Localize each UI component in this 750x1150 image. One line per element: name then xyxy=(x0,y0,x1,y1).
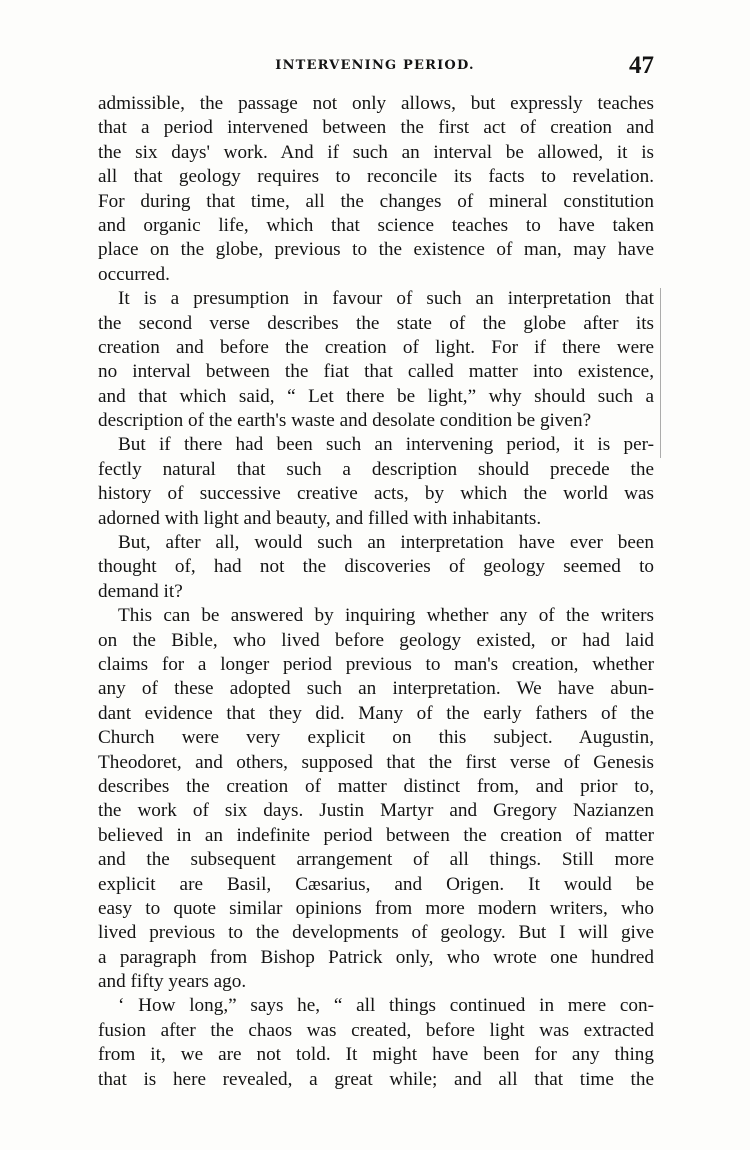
text-line: and the subsequent arrangement of all things. Still more xyxy=(98,849,654,871)
text-line: and organic life, which that science teaches to have taken xyxy=(98,214,654,236)
text-line: demand it? xyxy=(98,580,183,602)
text-line: the six days' work. And if such an interval be allowed, it is xyxy=(98,141,654,163)
text-line: explicit are Basil, Cæsarius, and Origen. It would be xyxy=(98,873,654,895)
running-head xyxy=(86,54,664,84)
text-line: the second verse describes the state of the globe after its xyxy=(98,312,654,334)
text-line: For during that time, all the changes of mineral constitution xyxy=(98,190,654,212)
text-line: and fifty years ago. xyxy=(98,971,247,993)
text-line: creation and before the creation of light. For if there were xyxy=(98,336,654,358)
text-line: fectly natural that such a description should precede the xyxy=(98,458,654,480)
text-line: the work of six days. Justin Martyr and Gregory Nazianzen xyxy=(98,800,654,822)
text-line: Church were very explicit on this subject. Augustin, xyxy=(98,727,654,749)
text-line: Theodoret, and others, supposed that the first verse of Genesis xyxy=(98,751,654,773)
text-line: describes the creation of matter distinct from, and prior to, xyxy=(98,775,654,797)
text-line: thought of, had not the discoveries of geology seemed to xyxy=(98,556,654,578)
text-line: description of the earth's waste and desolate condition be given? xyxy=(98,410,592,432)
page-number: 47 xyxy=(629,52,654,79)
text-line: on the Bible, who lived before geology existed, or had laid xyxy=(98,629,654,651)
text-line: a paragraph from Bishop Patrick only, who wrote one hundred xyxy=(98,946,654,968)
text-line: history of successive creative acts, by which the world was xyxy=(98,483,654,505)
text-line: But, after all, would such an interpretation have ever been xyxy=(118,532,654,554)
text-line: that is here revealed, a great while; and all that time the xyxy=(98,1068,654,1090)
body-text xyxy=(98,92,654,1092)
text-line: occurred. xyxy=(98,263,170,285)
text-line: lived previous to the developments of geology. But I will give xyxy=(98,922,654,944)
text-line: all that geology requires to reconcile its facts to revelation. xyxy=(98,166,654,188)
text-line: ‘ How long,” says he, “ all things continued in mere con- xyxy=(118,995,654,1017)
text-line: claims for a longer period previous to man's creation, whether xyxy=(98,653,654,675)
text-line: from it, we are not told. It might have been for any thing xyxy=(98,1044,654,1066)
text-line: adorned with light and beauty, and filled with inhabitants. xyxy=(98,507,542,529)
text-line: This can be answered by inquiring whether any of the writers xyxy=(118,605,654,627)
text-line: no interval between the fiat that called matter into existence, xyxy=(98,361,654,383)
text-line: easy to quote similar opinions from more modern writers, who xyxy=(98,897,654,919)
text-line: But if there had been such an intervening period, it is per- xyxy=(118,434,654,456)
text-line: and that which said, “ Let there be light,” why should such a xyxy=(98,385,654,407)
text-line: fusion after the chaos was created, before light was extracted xyxy=(98,1019,654,1041)
text-line: place on the globe, previous to the existence of man, may have xyxy=(98,239,654,261)
text-line: dant evidence that they did. Many of the early fathers of the xyxy=(98,702,654,724)
running-title: INTERVENING PERIOD. xyxy=(275,58,475,73)
text-line: It is a presumption in favour of such an interpretation that xyxy=(118,288,654,310)
text-line: that a period intervened between the first act of creation and xyxy=(98,117,654,139)
text-line: admissible, the passage not only allows, but expressly teaches xyxy=(98,93,654,114)
text-line: believed in an indefinite period between the creation of matter xyxy=(98,824,654,846)
text-line: any of these adopted such an interpretation. We have abun- xyxy=(98,678,654,700)
